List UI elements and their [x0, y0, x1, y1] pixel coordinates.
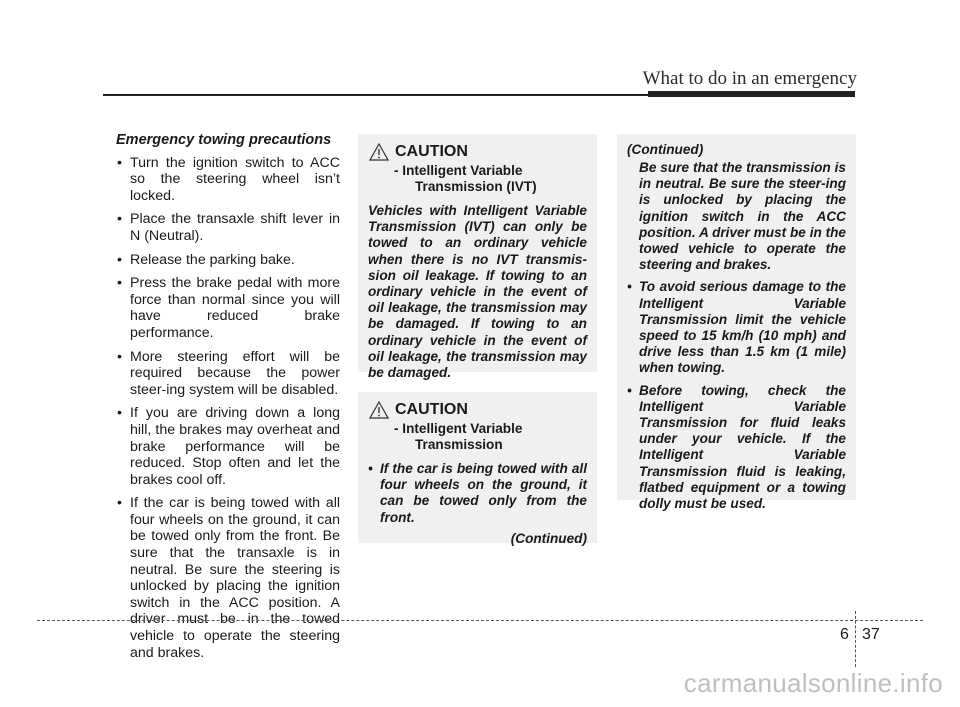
list-item: • If you are driving down a long hill, the brakes may overheat and brake performance will be reduced. Stop often and let the brakes cool off.	[116, 405, 340, 488]
list-item: • If the car is being towed with all four wheels on the ground, it can be towed only from the front.	[368, 461, 587, 526]
watermark: carmanualsonline.info	[683, 668, 943, 698]
list-item: • Release the parking bake.	[116, 252, 340, 269]
towing-precautions-list	[116, 155, 340, 662]
list-item: • Place the transaxle shift lever in N (Neutral).	[116, 211, 340, 244]
caution-list	[368, 461, 587, 526]
footer-divider	[855, 611, 856, 667]
caution-subtitle	[368, 421, 587, 453]
header-tab	[648, 91, 855, 97]
towing-precautions-column	[116, 132, 340, 668]
caution-subtitle-line1: - Intelligent Variable	[394, 421, 523, 436]
caution-box-continued	[617, 134, 856, 512]
caution-subtitle-line2: Transmission	[415, 437, 503, 452]
warning-triangle-icon	[369, 143, 389, 161]
list-item: • Press the brake pedal with more force than normal since you will have reduced brake performance.	[116, 275, 340, 341]
caution-box-ivt	[358, 134, 597, 381]
list-item: • To avoid serious damage to the Intelligent Variable Transmission limit the vehicle speed to 15 km/h (10 mph) and drive less than 1.5 km (1 mile) when towing.	[627, 279, 846, 376]
caution-box-ivt-towing	[358, 392, 597, 546]
caution-subtitle-line1: - Intelligent Variable	[394, 163, 523, 178]
caution-title: CAUTION	[395, 401, 468, 418]
continued-label: (Continued)	[627, 142, 704, 157]
caution-header	[368, 400, 587, 420]
page-number: 37	[862, 626, 880, 643]
caution-body: Vehicles with Intelligent Variable Transmission (IVT) can only be towed to an ordinary vehicle when there is no IVT transmis-sion oil leakage. If towing to an ordinary vehicle in the event of oil leakage, the transmission may be damaged. If towing to an ordinary vehicle in the event of oil leakage, the transmission may be damaged.	[368, 203, 587, 381]
towing-precautions-heading: Emergency towing precautions	[116, 132, 332, 148]
warning-triangle-icon	[369, 401, 389, 419]
list-item: • More steering effort will be required because the power steer-ing system will be disabled.	[116, 349, 340, 399]
continued-paragraph: Be sure that the transmission is in neutral. Be sure the steer-ing is unlocked by placing the ignition switch in the ACC position. A driver must be in the towed vehicle to operate the steering and brakes.	[639, 160, 846, 273]
caution-subtitle-line2: Transmission (IVT)	[415, 179, 537, 194]
header-title: What to do in an emergency	[642, 68, 857, 89]
caution-title: CAUTION	[395, 143, 468, 160]
footer-rule	[37, 620, 923, 621]
list-item: • If the car is being towed with all four wheels on the ground, it can be towed only from the front. Be sure that the transaxle is in neutral. Be sure the steering is unlocked by placing the ignition switch in the ACC position. A driver must be in the towed vehicle to operate the steering and brakes.	[116, 495, 340, 661]
caution-subtitle	[368, 163, 587, 195]
list-item: • Before towing, check the Intelligent Variable Transmission for fluid leaks under your vehicle. If the Intelligent Variable Transmission fluid is leaking, flatbed equipment or a towing dolly must be used.	[627, 383, 846, 513]
caution-header	[368, 142, 587, 162]
continued-label: (Continued)	[510, 530, 587, 546]
list-item: • Turn the ignition switch to ACC so the steering wheel isn’t locked.	[116, 155, 340, 205]
caution-list	[627, 279, 846, 512]
section-number: 6	[840, 626, 849, 643]
